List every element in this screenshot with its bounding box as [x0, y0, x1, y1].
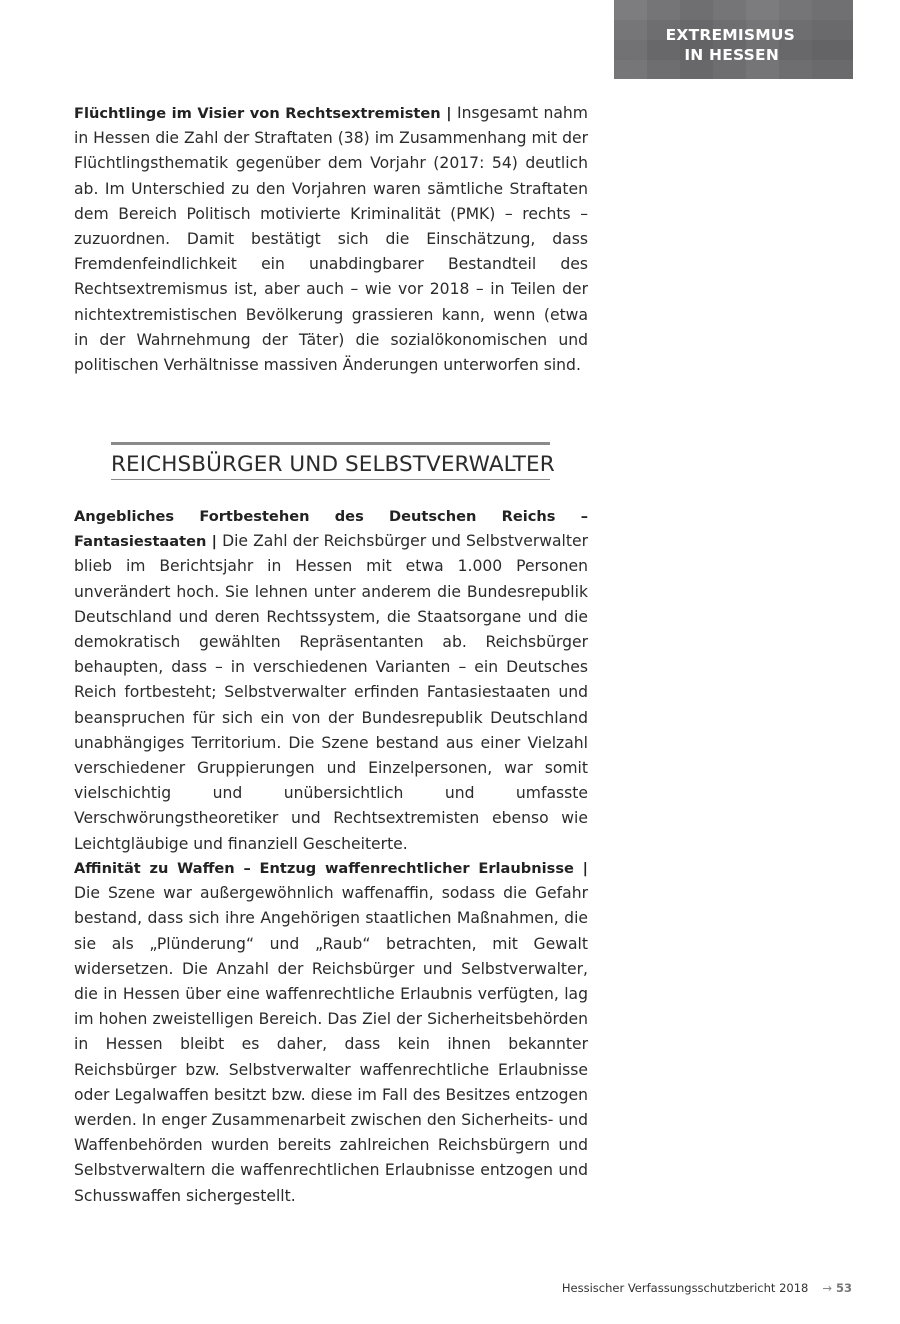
chapter-tab-line2: IN HESSEN: [684, 46, 779, 64]
paragraph-text: Die Szene war außergewöhnlich waffenaffin, sodass die Gefahr bestand, dass sich ihre Angehörigen staatlichen Maßnahmen, die sie als „Plünderung“ und „Raub“ betrachten, mit Gewalt widersetzen. Die Anzahl der Reichsbürger und Selbstverwalter, die in Hessen über eine waffenrechtliche Erlaubnis verfügten, lag im hohen zweistelligen Bereich. Das Ziel der Sicherheitsbehörden in Hessen bleibt es daher, dass kein ihnen bekannter Reichsbürger bzw. Selbstverwalter waffenrechtliche Erlaubnisse oder Legalwaffen besitzt bzw. diese im Fall des Besitzes entzogen werden. In enger Zusammenarbeit zwischen den Sicherheits- und Waffenbehörden wurden bereits zahlreichen Reichsbürgern und Selbstverwaltern die waffenrechtlichen Erlaubnisse entzogen und Schusswaffen sichergestellt.: [74, 884, 588, 1205]
footer-report-title: Hessischer Verfassungsschutzbericht 2018: [561, 1281, 809, 1295]
section-title: REICHSBÜRGER UND SELBSTVERWALTER: [111, 452, 555, 477]
paragraph-reich-fantasy-states: [74, 504, 588, 857]
paragraph-heading: Affinität zu Waffen – Entzug waffenrechtlicher Erlaubnisse |: [74, 860, 588, 877]
paragraph-heading: Flüchtlinge im Visier von Rechtsextremisten |: [74, 105, 452, 122]
section-heading-box: [111, 442, 555, 480]
arrow-right-icon: →: [822, 1281, 832, 1295]
chapter-tab-line1: EXTREMISMUS: [665, 26, 795, 44]
paragraph-refugees: [74, 101, 588, 378]
paragraph-heading: Angebliches Fortbestehen des Deutschen Reichs – Fantasiestaaten |: [74, 508, 588, 551]
page-footer: [500, 1281, 852, 1295]
page-number: 53: [835, 1281, 852, 1295]
paragraph-weapons: [74, 856, 588, 1209]
chapter-tab: [614, 0, 853, 79]
paragraph-text: Die Zahl der Reichsbürger und Selbstverwalter blieb im Berichtsjahr in Hessen mit etwa 1.000 Personen unverändert hoch. Sie lehnen unter anderem die Bundesrepublik Deutschland und deren Rechtssystem, die Staatsorgane und die demokratisch gewählten Repräsentanten ab. Reichsbürger behaupten, dass – in verschiedenen Varianten – ein Deutsches Reich fortbesteht; Selbstverwalter erfinden Fantasiestaaten und beanspruchen für sich ein von der Bundesrepublik Deutschland unabhängiges Territorium. Die Szene bestand aus einer Vielzahl verschiedener Gruppierungen und Einzelpersonen, war somit vielschichtig und unübersichtlich und umfasste Verschwörungstheoretiker und Rechtsextremisten ebenso wie Leichtgläubige und finanziell Gescheiterte.: [74, 532, 588, 853]
paragraph-text: Insgesamt nahm in Hessen die Zahl der Straftaten (38) im Zusammenhang mit der Flüchtlingsthematik gegenüber dem Vorjahr (2017: 54) deutlich ab. Im Unterschied zu den Vorjahren waren sämtliche Straftaten dem Bereich Politisch motivierte Kriminalität (PMK) – rechts – zuzuordnen. Damit bestätigt sich die Einschätzung, dass Fremdenfeindlichkeit ein unabdingbarer Bestandteil des Rechtsextremismus ist, aber auch – wie vor 2018 – in Teilen der nichtextremistischen Bevölkerung grassieren kann, wenn (etwa in der Wahrnehmung der Täter) die sozialökonomischen und politischen Verhältnisse massiven Änderungen unterworfen sind.: [74, 104, 588, 375]
